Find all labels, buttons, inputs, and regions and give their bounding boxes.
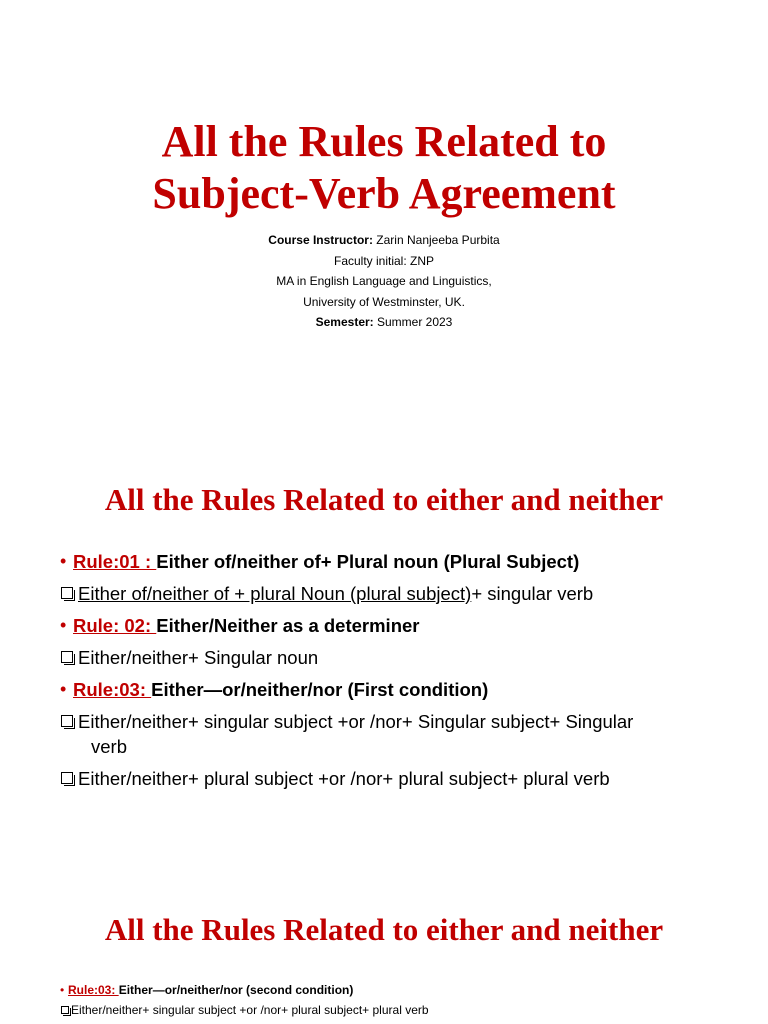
rule-1-label: Rule:01 : (73, 551, 157, 572)
rule-2-heading (60, 613, 740, 638)
course-info (0, 230, 768, 333)
title-line-2: Subject-Verb Agreement (152, 169, 616, 218)
instructor-name: Zarin Nanjeeba Purbita (372, 233, 500, 247)
slide-title: All the Rules Related to either and neither (104, 482, 664, 517)
hollow-square-bullet-icon (61, 587, 73, 599)
presentation-title (0, 116, 768, 220)
rule-3-second-detail-text: Either/neither+ singular subject +or /nor+ plural subject+ plural verb (71, 1003, 429, 1017)
degree: MA in English Language and Linguistics, (276, 274, 492, 288)
rule-2-label: Rule: 02: (73, 615, 157, 636)
red-dot-bullet-icon: • (60, 679, 67, 699)
faculty-initial: Faculty initial: ZNP (333, 253, 435, 268)
rules-list (60, 982, 740, 1022)
rule-3-detail-1 (60, 709, 740, 759)
hollow-square-bullet-icon (61, 651, 73, 663)
instructor-label: Course Instructor: (268, 233, 373, 247)
rule-3-detail-1-line-1: Either/neither+ singular subject +or /nor+ Singular subject+ Singular (78, 711, 634, 732)
rule-1-detail-rest: + singular verb (471, 583, 594, 604)
rules-slide-1 (0, 432, 768, 864)
hollow-square-bullet-icon (61, 715, 73, 727)
hollow-square-bullet-icon (61, 772, 73, 784)
rules-list (60, 549, 740, 798)
rule-2-detail-text: Either/neither+ Singular noun (78, 647, 319, 668)
hollow-square-bullet-icon (61, 1006, 69, 1014)
semester-label: Semester: (315, 315, 374, 329)
rule-3-detail-2-text: Either/neither+ plural subject +or /nor+ plural subject+ plural verb (78, 768, 610, 789)
rule-2-text: Either/Neither as a determiner (156, 615, 420, 636)
rule-3-label: Rule:03: (73, 679, 152, 700)
rule-3-second-heading (60, 982, 740, 998)
semester-value: Summer 2023 (373, 315, 453, 329)
rule-3-detail-1-line-2: verb (91, 736, 127, 757)
semester-line (0, 312, 768, 333)
rule-3-text: Either—or/neither/nor (second condition) (118, 983, 354, 997)
university: University of Westminster, UK. (303, 294, 465, 309)
rule-3-second-detail (60, 1002, 740, 1018)
instructor-line (0, 230, 768, 251)
rule-1-detail (60, 581, 740, 606)
rule-3-text: Either—or/neither/nor (First condition) (151, 679, 489, 700)
rule-1-heading (60, 549, 740, 574)
red-dot-bullet-icon: • (60, 551, 67, 571)
rules-slide-2 (0, 864, 768, 1024)
red-dot-bullet-icon: • (60, 983, 65, 997)
red-dot-bullet-icon: • (60, 615, 67, 635)
slide-title: All the Rules Related to either and neither (104, 912, 664, 947)
rule-3-detail-2 (60, 766, 740, 791)
title-line-1: All the Rules Related to (161, 117, 607, 166)
rule-1-text: Either of/neither of+ Plural noun (Plural Subject) (156, 551, 580, 572)
rule-2-detail (60, 645, 740, 670)
title-slide (0, 0, 768, 432)
rule-3-heading (60, 677, 740, 702)
rule-1-detail-underlined: Either of/neither of + plural Noun (plural subject) (78, 583, 472, 604)
rule-3-label: Rule:03: (68, 983, 119, 997)
